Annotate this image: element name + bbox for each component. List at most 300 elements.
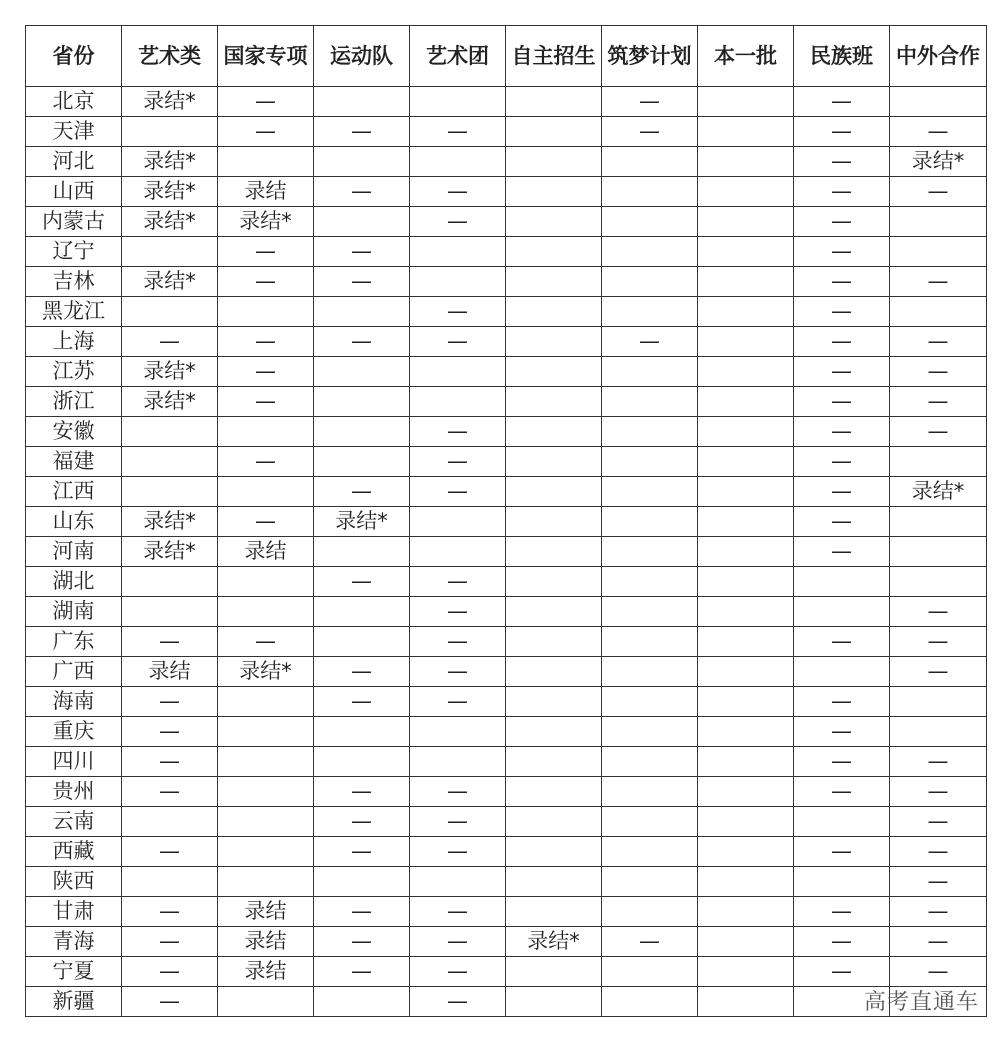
- table-cell: 录结: [122, 657, 218, 687]
- province-cell: 安徽: [26, 417, 122, 447]
- table-cell: [698, 147, 794, 177]
- table-cell: [506, 627, 602, 657]
- table-cell: [698, 507, 794, 537]
- table-cell: [314, 537, 410, 567]
- table-cell: —: [218, 447, 314, 477]
- table-cell: [698, 357, 794, 387]
- table-cell: [122, 597, 218, 627]
- table-cell: [506, 687, 602, 717]
- table-row: [26, 807, 987, 837]
- table-cell: [890, 567, 987, 597]
- table-cell: —: [794, 897, 890, 927]
- table-cell: [698, 207, 794, 237]
- table-cell: [602, 297, 698, 327]
- table-cell: [698, 327, 794, 357]
- table-cell: [314, 417, 410, 447]
- table-cell: [890, 507, 987, 537]
- table-cell: —: [794, 327, 890, 357]
- table-cell: 录结*: [122, 87, 218, 117]
- table-cell: —: [890, 837, 987, 867]
- table-row: [26, 987, 987, 1017]
- province-cell: 海南: [26, 687, 122, 717]
- table-cell: [890, 447, 987, 477]
- province-cell: 江西: [26, 477, 122, 507]
- table-cell: [410, 507, 506, 537]
- table-row: [26, 657, 987, 687]
- table-cell: —: [602, 927, 698, 957]
- table-cell: —: [794, 357, 890, 387]
- table-cell: —: [794, 267, 890, 297]
- table-cell: —: [314, 927, 410, 957]
- table-cell: —: [218, 117, 314, 147]
- table-cell: [314, 147, 410, 177]
- table-cell: —: [890, 417, 987, 447]
- table-cell: [506, 117, 602, 147]
- table-cell: [698, 957, 794, 987]
- table-cell: —: [890, 627, 987, 657]
- table-cell: [314, 87, 410, 117]
- province-cell: 新疆: [26, 987, 122, 1017]
- table-cell: [698, 747, 794, 777]
- table-cell: [602, 747, 698, 777]
- table-cell: —: [314, 477, 410, 507]
- table-cell: [506, 957, 602, 987]
- table-cell: [698, 687, 794, 717]
- table-cell: [506, 447, 602, 477]
- province-cell: 宁夏: [26, 957, 122, 987]
- table-cell: —: [410, 627, 506, 657]
- table-cell: [506, 417, 602, 447]
- table-cell: —: [794, 927, 890, 957]
- table-cell: —: [218, 507, 314, 537]
- table-cell: [698, 117, 794, 147]
- table-cell: [410, 867, 506, 897]
- table-cell: [506, 777, 602, 807]
- table-cell: —: [410, 417, 506, 447]
- table-cell: [698, 627, 794, 657]
- table-cell: [602, 687, 698, 717]
- table-cell: [218, 597, 314, 627]
- province-cell: 北京: [26, 87, 122, 117]
- table-cell: —: [794, 747, 890, 777]
- table-cell: [122, 297, 218, 327]
- table-cell: [602, 537, 698, 567]
- table-cell: [602, 447, 698, 477]
- table-cell: [602, 147, 698, 177]
- table-cell: 录结: [218, 897, 314, 927]
- table-cell: [602, 177, 698, 207]
- province-cell: 湖北: [26, 567, 122, 597]
- table-cell: [506, 237, 602, 267]
- province-cell: 吉林: [26, 267, 122, 297]
- table-cell: —: [794, 87, 890, 117]
- table-cell: —: [410, 177, 506, 207]
- table-cell: [698, 447, 794, 477]
- table-cell: 录结: [218, 927, 314, 957]
- table-cell: —: [410, 567, 506, 597]
- table-cell: —: [122, 957, 218, 987]
- table-cell: —: [794, 777, 890, 807]
- table-cell: [218, 567, 314, 597]
- column-header: 民族班: [794, 26, 890, 87]
- table-cell: —: [122, 927, 218, 957]
- table-cell: —: [890, 927, 987, 957]
- table-cell: 录结*: [122, 147, 218, 177]
- table-cell: —: [218, 327, 314, 357]
- table-cell: —: [410, 117, 506, 147]
- table-cell: [122, 237, 218, 267]
- table-cell: 录结: [218, 537, 314, 567]
- table-cell: [698, 297, 794, 327]
- table-cell: —: [314, 117, 410, 147]
- table-cell: —: [410, 837, 506, 867]
- table-cell: [410, 237, 506, 267]
- table-cell: —: [794, 147, 890, 177]
- table-cell: [890, 87, 987, 117]
- table-cell: [506, 867, 602, 897]
- table-cell: 录结: [218, 177, 314, 207]
- table-cell: —: [890, 747, 987, 777]
- table-cell: [122, 417, 218, 447]
- table-cell: [314, 297, 410, 327]
- table-cell: —: [218, 237, 314, 267]
- table-cell: —: [890, 657, 987, 687]
- table-cell: —: [122, 777, 218, 807]
- province-cell: 河南: [26, 537, 122, 567]
- table-cell: [314, 387, 410, 417]
- table-cell: [410, 147, 506, 177]
- table-row: [26, 297, 987, 327]
- table-row: [26, 957, 987, 987]
- table-cell: —: [410, 807, 506, 837]
- table-cell: [410, 267, 506, 297]
- column-header: 艺术团: [410, 26, 506, 87]
- table-cell: 录结*: [218, 657, 314, 687]
- table-cell: [602, 417, 698, 447]
- table-cell: [602, 237, 698, 267]
- table-cell: —: [794, 957, 890, 987]
- table-cell: [698, 657, 794, 687]
- table-cell: —: [218, 627, 314, 657]
- province-cell: 西藏: [26, 837, 122, 867]
- table-cell: —: [794, 117, 890, 147]
- table-cell: 录结*: [218, 207, 314, 237]
- table-cell: [218, 807, 314, 837]
- table-cell: —: [890, 897, 987, 927]
- table-cell: [506, 567, 602, 597]
- table-header: [26, 26, 987, 87]
- table-cell: —: [890, 867, 987, 897]
- table-cell: [506, 387, 602, 417]
- table-row: [26, 357, 987, 387]
- table-cell: [794, 807, 890, 837]
- table-cell: [602, 627, 698, 657]
- table-cell: 录结*: [122, 537, 218, 567]
- province-cell: 天津: [26, 117, 122, 147]
- table-cell: [218, 867, 314, 897]
- table-cell: [506, 177, 602, 207]
- table-cell: —: [410, 687, 506, 717]
- table-cell: 录结*: [122, 177, 218, 207]
- table-cell: [410, 387, 506, 417]
- column-header: 运动队: [314, 26, 410, 87]
- table-row: [26, 387, 987, 417]
- table-cell: [506, 357, 602, 387]
- table-cell: —: [410, 207, 506, 237]
- table-cell: [314, 747, 410, 777]
- table-cell: 录结*: [122, 207, 218, 237]
- table-row: [26, 237, 987, 267]
- table-cell: [698, 567, 794, 597]
- table-cell: —: [794, 477, 890, 507]
- table-cell: [698, 477, 794, 507]
- table-cell: —: [890, 387, 987, 417]
- table-cell: —: [122, 717, 218, 747]
- table-cell: —: [314, 567, 410, 597]
- table-cell: —: [410, 657, 506, 687]
- table-cell: [794, 567, 890, 597]
- table-cell: [506, 987, 602, 1017]
- table-cell: [794, 597, 890, 627]
- table-cell: —: [794, 417, 890, 447]
- table-cell: [506, 87, 602, 117]
- table-row: [26, 447, 987, 477]
- table-cell: —: [314, 237, 410, 267]
- table-cell: 录结*: [314, 507, 410, 537]
- table-cell: —: [122, 747, 218, 777]
- table-cell: [410, 717, 506, 747]
- table-cell: [122, 567, 218, 597]
- table-cell: [698, 387, 794, 417]
- table-cell: [122, 447, 218, 477]
- table-cell: [602, 387, 698, 417]
- table-body: [26, 87, 987, 1017]
- table-cell: [698, 807, 794, 837]
- table-row: [26, 267, 987, 297]
- table-cell: —: [410, 447, 506, 477]
- table-cell: [698, 837, 794, 867]
- table-cell: —: [794, 387, 890, 417]
- table-cell: —: [122, 327, 218, 357]
- province-cell: 广西: [26, 657, 122, 687]
- table-cell: —: [794, 837, 890, 867]
- table-cell: [698, 537, 794, 567]
- table-cell: [314, 447, 410, 477]
- table-cell: —: [602, 87, 698, 117]
- province-cell: 福建: [26, 447, 122, 477]
- table-cell: [698, 597, 794, 627]
- province-cell: 四川: [26, 747, 122, 777]
- table-cell: 录结*: [122, 357, 218, 387]
- province-cell: 山西: [26, 177, 122, 207]
- province-cell: 云南: [26, 807, 122, 837]
- table-row: [26, 687, 987, 717]
- table-cell: —: [410, 597, 506, 627]
- table-cell: [602, 507, 698, 537]
- table-cell: [314, 717, 410, 747]
- table-cell: [506, 147, 602, 177]
- table-row: [26, 87, 987, 117]
- table-cell: 录结*: [122, 507, 218, 537]
- watermark: 高考直通车: [863, 990, 979, 1015]
- table-cell: [890, 297, 987, 327]
- table-cell: [602, 777, 698, 807]
- table-cell: [218, 747, 314, 777]
- table-cell: —: [314, 327, 410, 357]
- province-cell: 广东: [26, 627, 122, 657]
- table-row: [26, 327, 987, 357]
- table-cell: —: [890, 957, 987, 987]
- province-cell: 重庆: [26, 717, 122, 747]
- table-row: [26, 477, 987, 507]
- province-cell: 黑龙江: [26, 297, 122, 327]
- table-cell: —: [890, 117, 987, 147]
- table-cell: [698, 777, 794, 807]
- column-header: 中外合作: [890, 26, 987, 87]
- table-cell: —: [410, 297, 506, 327]
- table-cell: [218, 987, 314, 1017]
- table-cell: [410, 537, 506, 567]
- province-cell: 河北: [26, 147, 122, 177]
- table-cell: —: [794, 507, 890, 537]
- table-cell: —: [314, 897, 410, 927]
- table-cell: [218, 297, 314, 327]
- table-cell: —: [122, 987, 218, 1017]
- province-cell: 江苏: [26, 357, 122, 387]
- column-header: 本一批: [698, 26, 794, 87]
- table-cell: —: [314, 837, 410, 867]
- table-cell: [410, 747, 506, 777]
- table-cell: —: [218, 357, 314, 387]
- table-cell: 录结: [218, 957, 314, 987]
- table-cell: [602, 567, 698, 597]
- table-row: [26, 627, 987, 657]
- table-cell: [506, 207, 602, 237]
- table-cell: —: [890, 327, 987, 357]
- table-cell: [506, 597, 602, 627]
- table-cell: —: [314, 777, 410, 807]
- table-cell: [218, 477, 314, 507]
- table-row: [26, 537, 987, 567]
- table-cell: —: [410, 927, 506, 957]
- column-header: 省份: [26, 26, 122, 87]
- table-cell: —: [314, 177, 410, 207]
- table-row: [26, 927, 987, 957]
- table-cell: —: [410, 957, 506, 987]
- table-cell: [218, 777, 314, 807]
- table-cell: [410, 357, 506, 387]
- table-cell: [506, 657, 602, 687]
- table-cell: [218, 147, 314, 177]
- province-cell: 山东: [26, 507, 122, 537]
- header-row: [26, 26, 987, 87]
- province-cell: 上海: [26, 327, 122, 357]
- table-cell: —: [890, 357, 987, 387]
- table-row: [26, 717, 987, 747]
- table-cell: —: [890, 267, 987, 297]
- table-cell: —: [794, 177, 890, 207]
- table-cell: [314, 207, 410, 237]
- table-row: [26, 417, 987, 447]
- table-cell: [602, 807, 698, 837]
- table-cell: [794, 657, 890, 687]
- table-cell: [122, 807, 218, 837]
- province-cell: 甘肃: [26, 897, 122, 927]
- table-cell: [602, 207, 698, 237]
- table-cell: [314, 597, 410, 627]
- table-cell: [890, 207, 987, 237]
- table-cell: —: [794, 237, 890, 267]
- table-cell: [122, 117, 218, 147]
- table-cell: [218, 837, 314, 867]
- table-cell: [506, 267, 602, 297]
- table-cell: —: [794, 687, 890, 717]
- table-cell: [218, 717, 314, 747]
- table-cell: —: [890, 177, 987, 207]
- table-cell: [698, 717, 794, 747]
- table-cell: [506, 477, 602, 507]
- table-cell: [602, 897, 698, 927]
- table-cell: —: [314, 267, 410, 297]
- table-row: [26, 897, 987, 927]
- table-cell: [794, 867, 890, 897]
- table-cell: [122, 867, 218, 897]
- table-cell: [506, 747, 602, 777]
- table-cell: 录结*: [122, 387, 218, 417]
- province-cell: 湖南: [26, 597, 122, 627]
- table-cell: [314, 357, 410, 387]
- table-cell: [698, 267, 794, 297]
- table-cell: [314, 987, 410, 1017]
- table-cell: —: [794, 627, 890, 657]
- table-row: [26, 747, 987, 777]
- table-cell: —: [218, 87, 314, 117]
- table-cell: [602, 867, 698, 897]
- table-cell: [602, 267, 698, 297]
- table-row: [26, 837, 987, 867]
- column-header: 自主招生: [506, 26, 602, 87]
- table-cell: [698, 927, 794, 957]
- table-row: [26, 777, 987, 807]
- table-cell: —: [314, 957, 410, 987]
- table-cell: [506, 327, 602, 357]
- table-cell: —: [410, 327, 506, 357]
- table-cell: —: [314, 687, 410, 717]
- table-cell: —: [794, 297, 890, 327]
- table-cell: 录结*: [122, 267, 218, 297]
- table-cell: [698, 237, 794, 267]
- table-cell: —: [794, 537, 890, 567]
- table-row: [26, 207, 987, 237]
- province-cell: 浙江: [26, 387, 122, 417]
- table-cell: [602, 357, 698, 387]
- table-row: [26, 177, 987, 207]
- table-cell: [890, 537, 987, 567]
- table-cell: [506, 537, 602, 567]
- table-cell: [698, 987, 794, 1017]
- table-cell: [890, 237, 987, 267]
- table-row: [26, 867, 987, 897]
- table-cell: [602, 837, 698, 867]
- table-cell: [314, 627, 410, 657]
- table-cell: 录结*: [890, 477, 987, 507]
- province-cell: 辽宁: [26, 237, 122, 267]
- table-cell: [602, 477, 698, 507]
- table-cell: 录结*: [506, 927, 602, 957]
- table-cell: —: [794, 717, 890, 747]
- table-cell: [698, 897, 794, 927]
- table-cell: [698, 177, 794, 207]
